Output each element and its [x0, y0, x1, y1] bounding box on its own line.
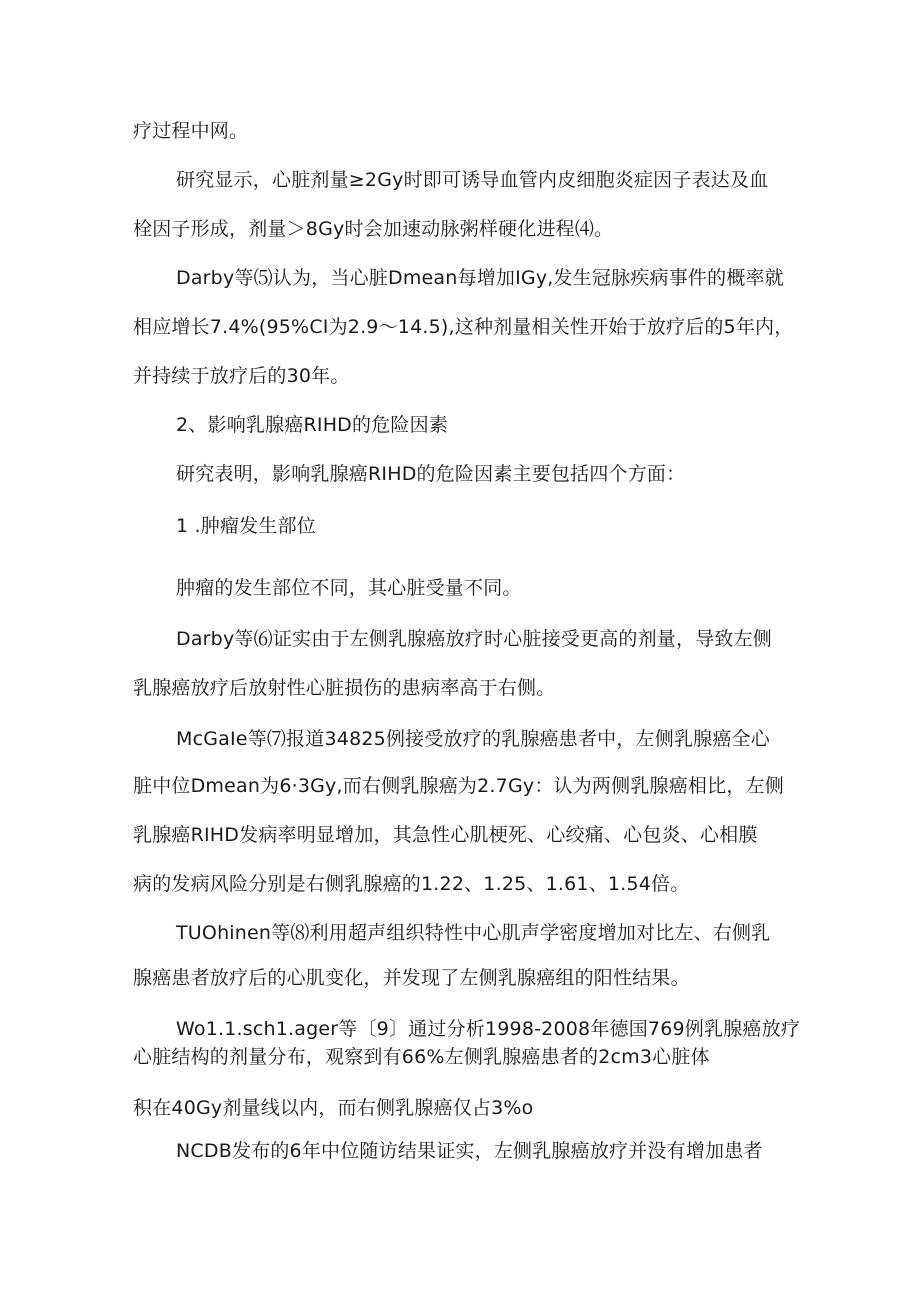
text-line: 栓因子形成，剂量＞8Gy时会加速动脉粥样硬化进程⑷。 — [133, 218, 614, 240]
text-line: 腺癌患者放疗后的心肌变化，并发现了左侧乳腺癌组的阳性结果。 — [133, 967, 690, 989]
text-line: 病的发病风险分别是右侧乳腺癌的1.22、1.25、1.61、1.54倍。 — [133, 873, 690, 895]
section-heading: 2、影响乳腺癌RIHD的危险因素 — [176, 414, 449, 436]
text-line: Darby等⑸认为，当心脏Dmean每增加IGy,发生冠脉疾病事件的概率就 — [176, 267, 784, 289]
text-line: 相应增长7.4%(95%CI为2.9～14.5),这种剂量相关性开始于放疗后的5年内， — [133, 316, 794, 338]
text-line: 乳腺癌RIHD发病率明显增加，其急性心肌梗死、心绞痛、心包炎、心相膜 — [133, 824, 758, 846]
text-line: 研究表明，影响乳腺癌RIHD的危险因素主要包括四个方面： — [176, 463, 686, 485]
text-line: Wo1.1.sch1.ager等〔9〕通过分析1998-2008年德国769例乳腺癌放疗 — [176, 1018, 800, 1040]
subsection-heading: 1 .肿瘤发生部位 — [176, 515, 316, 537]
text-line: NCDB发布的6年中位随访结果证实，左侧乳腺癌放疗并没有增加患者 — [176, 1140, 763, 1162]
text-line: 脏中位Dmean为6·3Gy,而右侧乳腺癌为2.7Gy：认为两侧乳腺癌相比，左侧 — [133, 775, 784, 797]
text-line: 疗过程中网。 — [133, 120, 249, 142]
text-line: 心脏结构的剂量分布，观察到有66%左侧乳腺癌患者的2cm3心脏体 — [133, 1046, 710, 1068]
text-line: 并持续于放疗后的30年。 — [133, 365, 350, 387]
text-line: 积在40Gy剂量线以内，而右侧乳腺癌仅占3%o — [133, 1097, 534, 1119]
text-line: TUOhinen等⑻利用超声组织特性中心肌声学密度增加对比左、右侧乳 — [176, 922, 771, 944]
text-line: Darby等⑹证实由于左侧乳腺癌放疗时心脏接受更高的剂量，导致左侧 — [176, 628, 772, 650]
text-line: 研究显示，心脏剂量≥2Gy时即可诱导血管内皮细胞炎症因子表达及血 — [176, 169, 769, 191]
text-line: 肿瘤的发生部位不同，其心脏受量不同。 — [176, 577, 522, 599]
text-line: McGaIe等⑺报道34825例接受放疗的乳腺癌患者中，左侧乳腺癌全心 — [176, 728, 770, 750]
text-line: 乳腺癌放疗后放射性心脏损伤的患病率高于右侧。 — [133, 677, 556, 699]
